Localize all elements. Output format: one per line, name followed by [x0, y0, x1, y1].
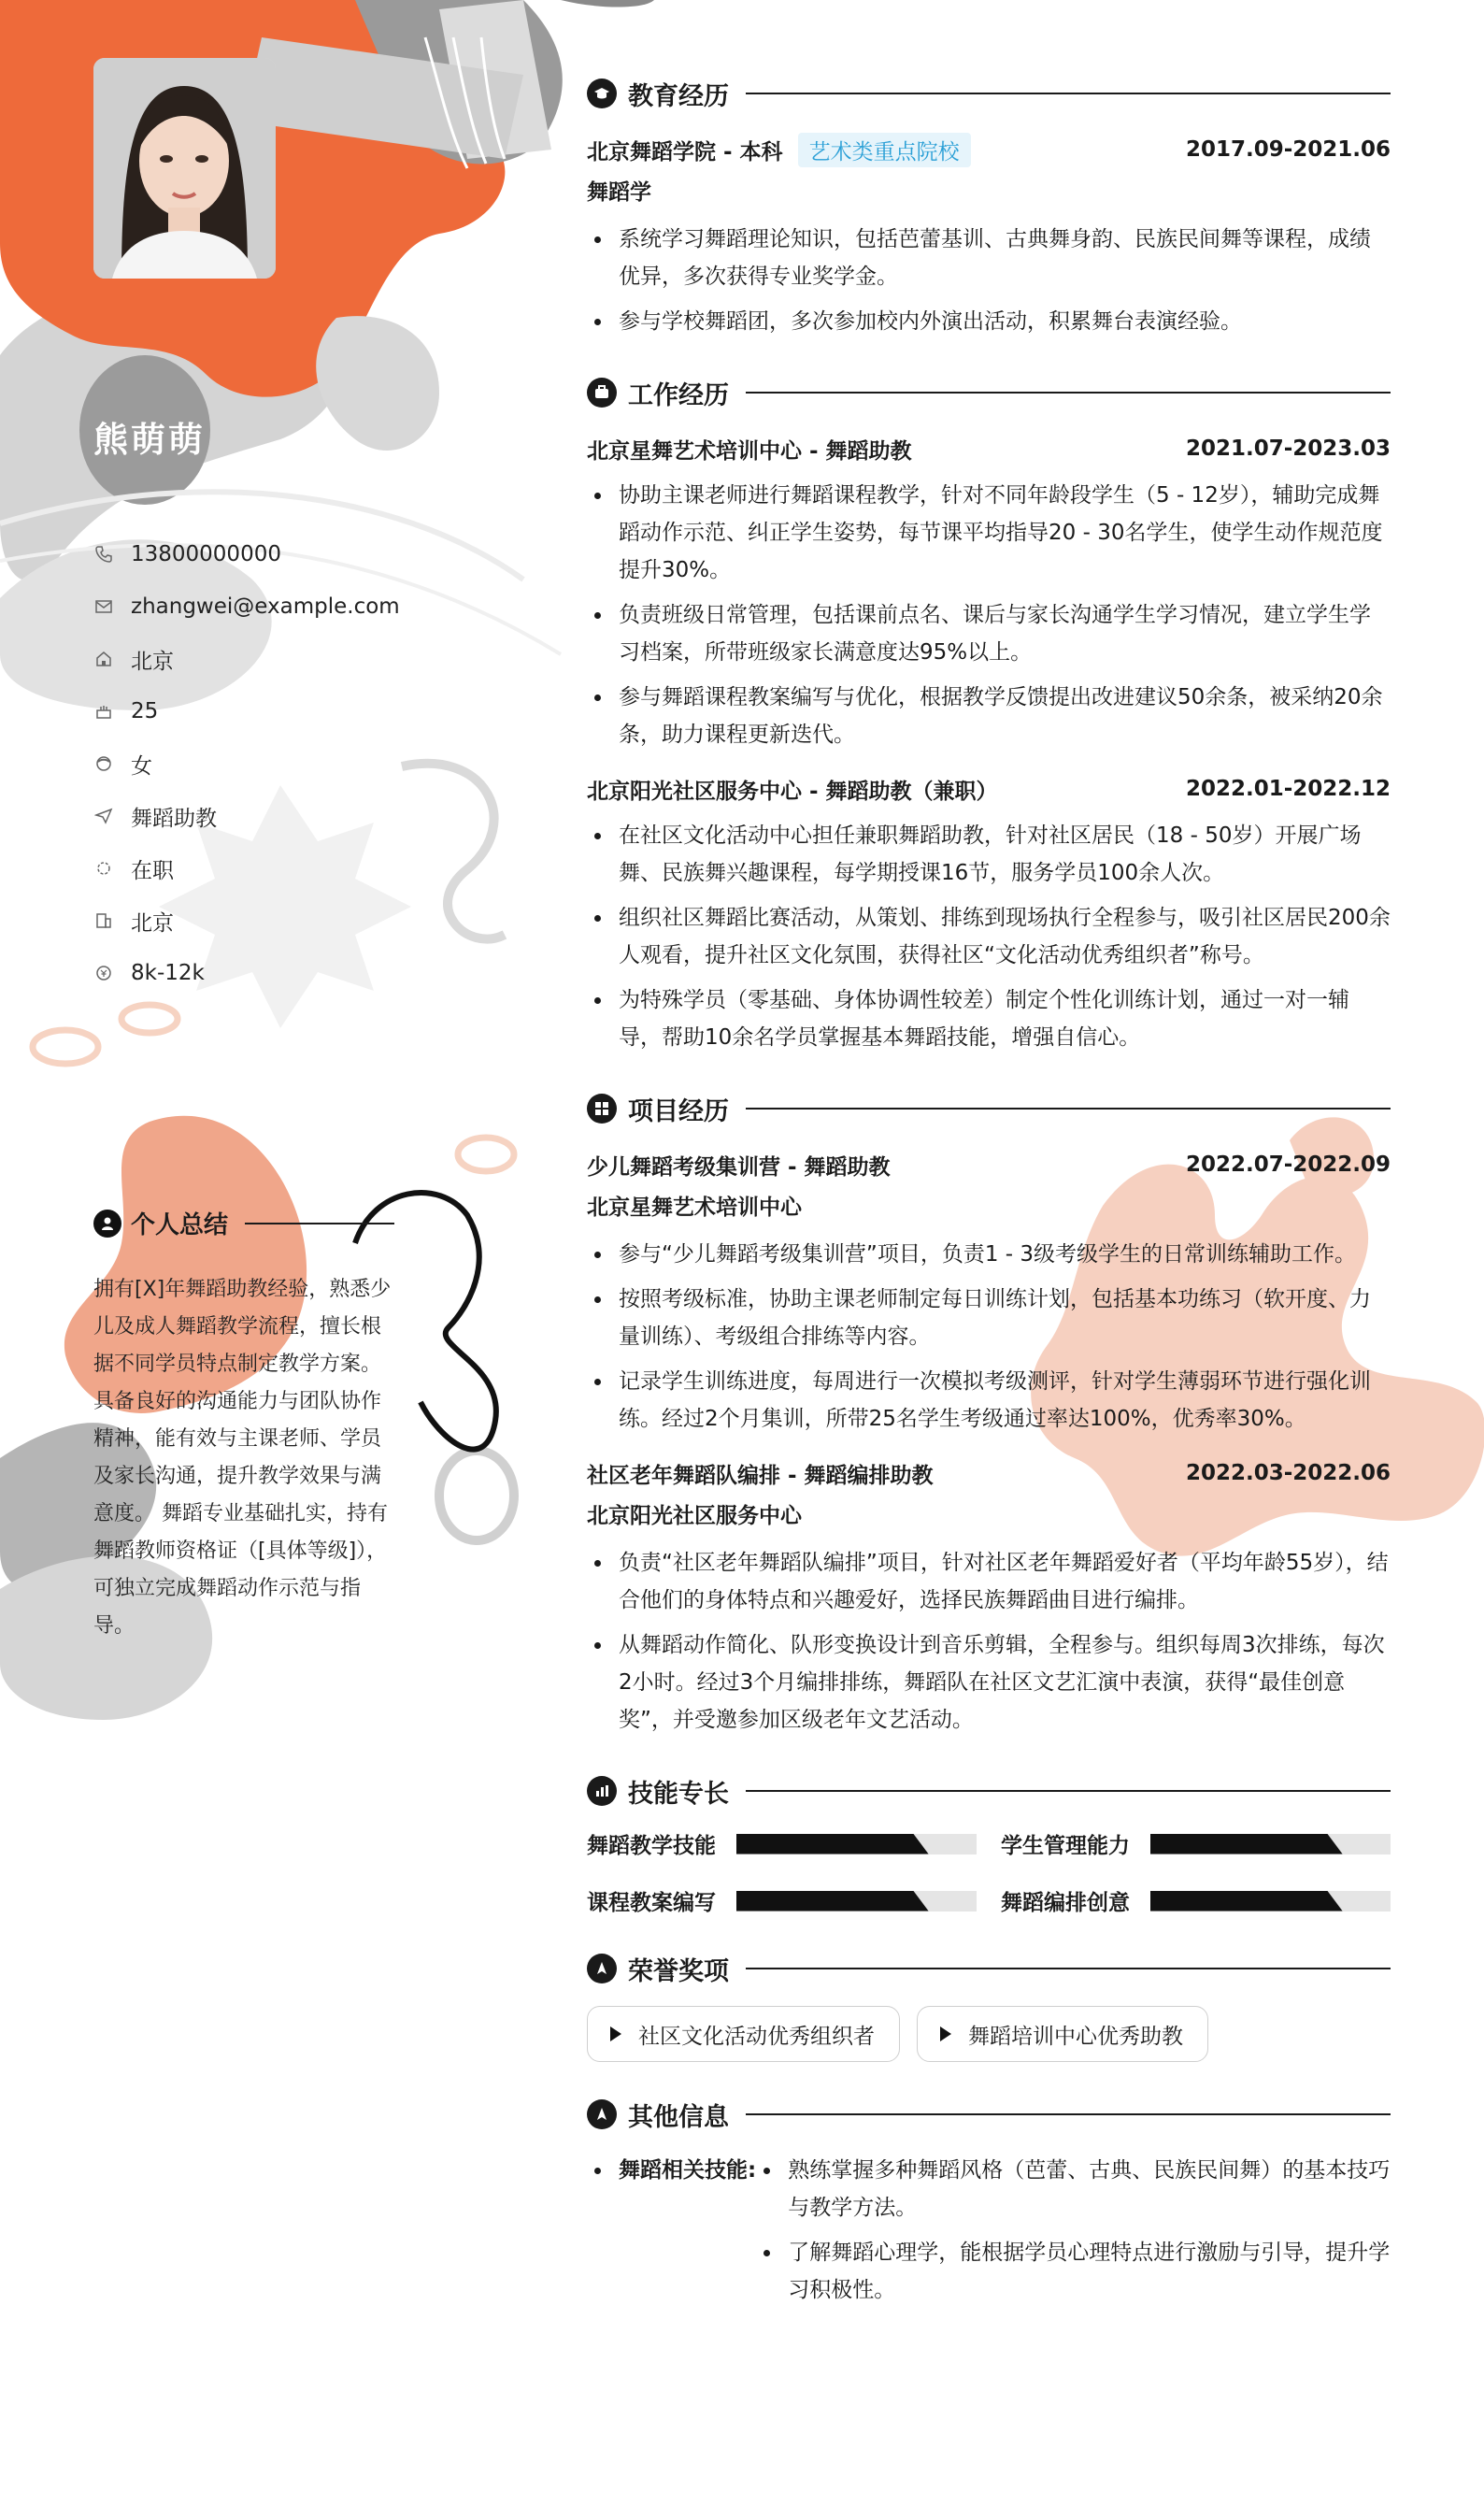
honor-label: 舞蹈培训中心优秀助教 — [968, 2024, 1183, 2049]
job-date: 2021.07-2023.03 — [1185, 437, 1391, 461]
job-row — [587, 770, 1391, 808]
home-icon — [93, 649, 114, 669]
education-row — [587, 131, 1391, 168]
award-icon — [587, 2099, 617, 2129]
salary-text: 8k-12k — [131, 961, 205, 985]
list-item: 记录学生训练进度，每周进行一次模拟考级测评，针对学生薄弱环节进行强化训练。经过2个月集训，所带25名学生考级通过率达100%，优秀率30%。 — [587, 1363, 1391, 1438]
honors-list — [587, 2006, 1391, 2062]
city-text: 北京 — [131, 910, 174, 936]
play-icon — [610, 2026, 621, 2041]
summary-divider — [245, 1223, 394, 1224]
honors-section — [587, 1948, 1391, 2062]
project-org: 北京星舞艺术培训中心 — [587, 1196, 802, 1220]
contact-home — [93, 633, 400, 685]
skill-bar — [1150, 1834, 1391, 1854]
main-content — [587, 73, 1391, 2348]
school-tag: 艺术类重点院校 — [798, 133, 971, 167]
skill-name: 课程教案编写 — [587, 1891, 716, 1915]
status-text: 在职 — [131, 858, 174, 883]
list-item: 参与“少儿舞蹈考级集训营”项目，负责1 - 3级考级学生的日常训练辅助工作。 — [587, 1236, 1391, 1273]
award-icon — [587, 1954, 617, 1983]
section-divider — [746, 1108, 1391, 1110]
list-item: 为特殊学员（零基础、身体协调性较差）制定个性化训练计划，通过一对一辅导，帮助10余名学员掌握基本舞蹈技能，增强自信心。 — [587, 981, 1391, 1056]
section-divider — [746, 2113, 1391, 2115]
contact-city — [93, 895, 400, 947]
skill-fill — [736, 1834, 929, 1854]
honor-chip — [917, 2006, 1208, 2062]
honors-title: 荣誉奖项 — [628, 1956, 729, 1986]
person-icon — [93, 1210, 121, 1238]
projects-heading — [587, 1088, 1391, 1129]
other-row — [587, 2152, 1391, 2316]
gender-text: 女 — [131, 753, 152, 779]
skill-bar — [736, 1834, 977, 1854]
phone-icon — [93, 544, 114, 565]
major: 舞蹈学 — [587, 180, 651, 205]
project-entry — [587, 1146, 1391, 1438]
work-heading — [587, 372, 1391, 413]
other-title: 其他信息 — [628, 2102, 729, 2132]
work-title: 工作经历 — [628, 380, 729, 410]
summary-text: 拥有[X]年舞蹈助教经验，熟悉少儿及成人舞蹈教学流程，擅长根据不同学员特点制定教学方案。 具备良好的沟通能力与团队协作精神，能有效与主课老师、学员及家长沟通，提升教学效果与满意度。 舞蹈专业基础扎实，持有舞蹈教师资格证（[具体等级]），可独立完成舞蹈动作示范与指导。 — [93, 1278, 392, 1638]
list-item: 组织社区舞蹈比赛活动，从策划、排练到现场执行全程参与，吸引社区居民200余人观看，提升社区文化氛围，获得社区“文化活动优秀组织者”称号。 — [587, 899, 1391, 974]
summary-title: 个人总结 — [131, 1211, 229, 1239]
send-icon — [93, 806, 114, 826]
other-bullets — [756, 2152, 1391, 2316]
education-title: 教育经历 — [628, 81, 729, 111]
project-date: 2022.07-2022.09 — [1185, 1153, 1391, 1177]
education-section — [587, 73, 1391, 340]
project-bullets — [587, 1236, 1391, 1438]
summary-heading — [93, 1206, 394, 1240]
skill-name: 学生管理能力 — [1001, 1834, 1130, 1858]
grid-icon — [587, 1094, 617, 1124]
section-divider — [746, 93, 1391, 94]
home-text: 北京 — [131, 649, 174, 674]
projects-title: 项目经历 — [628, 1096, 729, 1126]
gender-icon — [93, 753, 114, 774]
skill-name: 舞蹈编排创意 — [1001, 1891, 1130, 1915]
other-heading — [587, 2094, 1391, 2135]
other-label: 舞蹈相关技能: — [587, 2152, 756, 2316]
education-bullets — [587, 221, 1391, 340]
skills-heading — [587, 1770, 1391, 1811]
list-item: 熟练掌握多种舞蹈风格（芭蕾、古典、民族民间舞）的基本技巧与教学方法。 — [756, 2152, 1391, 2226]
project-bullets — [587, 1544, 1391, 1739]
job-company: 北京阳光社区服务中心 - 舞蹈助教（兼职） — [587, 779, 998, 804]
job-date: 2022.01-2022.12 — [1185, 777, 1391, 801]
honor-chip — [587, 2006, 900, 2062]
project-name: 少儿舞蹈考级集训营 - 舞蹈助教 — [587, 1154, 891, 1180]
work-entry — [587, 770, 1391, 1056]
contact-age — [93, 685, 400, 737]
contact-salary — [93, 947, 400, 999]
salary-icon — [93, 963, 114, 983]
list-item: 参与舞蹈课程教案编写与优化，根据教学反馈提出改进建议50余条，被采纳20余条，助力课程更新迭代。 — [587, 679, 1391, 753]
project-row — [587, 1146, 1391, 1183]
job-company: 北京星舞艺术培训中心 - 舞蹈助教 — [587, 438, 912, 464]
section-divider — [746, 1968, 1391, 1969]
skill-bar — [736, 1891, 977, 1911]
list-item: 负责“社区老年舞蹈队编排”项目，针对社区老年舞蹈爱好者（平均年龄55岁），结合他们的身体特点和兴趣爱好，选择民族舞蹈曲目进行编排。 — [587, 1544, 1391, 1619]
graduation-cap-icon — [587, 79, 617, 108]
skill-item — [587, 1828, 977, 1859]
status-icon — [93, 858, 114, 879]
skills-section — [587, 1770, 1391, 1916]
candidate-name: 熊萌萌 — [93, 420, 206, 460]
skill-item — [1001, 1885, 1391, 1916]
list-item: 参与学校舞蹈团，多次参加校内外演出活动，积累舞台表演经验。 — [587, 303, 1391, 340]
play-icon — [940, 2026, 951, 2041]
list-item: 协助主课老师进行舞蹈课程教学，针对不同年龄段学生（5 - 12岁），辅助完成舞蹈动作示范、纠正学生姿势，每节课平均指导20 - 30名学生，使学生动作规范度提升30%。 — [587, 477, 1391, 589]
list-item: 按照考级标准，协助主课老师制定每日训练计划，包括基本功练习（软开度、力量训练）、考级组合排练等内容。 — [587, 1281, 1391, 1355]
skill-item — [587, 1885, 977, 1916]
email-text: zhangwei@example.com — [131, 594, 400, 619]
section-divider — [746, 1790, 1391, 1792]
contact-email — [93, 580, 400, 633]
list-item: 了解舞蹈心理学，能根据学员心理特点进行激励与引导，提升学习积极性。 — [756, 2234, 1391, 2309]
skill-fill — [1150, 1834, 1343, 1854]
job-bullets — [587, 477, 1391, 753]
skills-grid — [587, 1828, 1391, 1916]
work-entry — [587, 430, 1391, 753]
project-org: 北京阳光社区服务中心 — [587, 1504, 802, 1528]
skill-item — [1001, 1828, 1391, 1859]
honor-label: 社区文化活动优秀组织者 — [638, 2024, 875, 2049]
work-section — [587, 372, 1391, 1056]
education-date: 2017.09-2021.06 — [1185, 137, 1391, 162]
contact-list — [93, 528, 400, 999]
cake-icon — [93, 701, 114, 722]
skill-fill — [1150, 1891, 1343, 1911]
job-row — [587, 430, 1391, 467]
mail-icon — [93, 596, 114, 617]
phone-text: 13800000000 — [131, 542, 281, 566]
project-row — [587, 1454, 1391, 1492]
contact-status — [93, 842, 400, 895]
honors-heading — [587, 1948, 1391, 1989]
job-bullets — [587, 817, 1391, 1056]
school-name: 北京舞蹈学院 - 本科 — [587, 139, 783, 165]
list-item: 负责班级日常管理，包括课前点名、课后与家长沟通学生学习情况，建立学生学习档案，所带班级家长满意度达95%以上。 — [587, 596, 1391, 671]
briefcase-icon — [587, 378, 617, 408]
building-icon — [93, 910, 114, 931]
list-item: 从舞蹈动作简化、队形变换设计到音乐剪辑，全程参与。组织每周3次排练，每次2小时。经过3个月编排排练，舞蹈队在社区文艺汇演中表演，获得“最佳创意奖”，并受邀参加区级老年文艺活动。 — [587, 1626, 1391, 1739]
skill-name: 舞蹈教学技能 — [587, 1834, 716, 1858]
contact-gender — [93, 737, 400, 790]
projects-section — [587, 1088, 1391, 1739]
list-item: 在社区文化活动中心担任兼职舞蹈助教，针对社区居民（18 - 50岁）开展广场舞、民族舞兴趣课程，每学期授课16节，服务学员100余人次。 — [587, 817, 1391, 892]
list-item: 系统学习舞蹈理论知识，包括芭蕾基训、古典舞身韵、民族民间舞等课程，成绩优异，多次获得专业奖学金。 — [587, 221, 1391, 295]
skill-bar — [1150, 1891, 1391, 1911]
other-section — [587, 2094, 1391, 2316]
project-name: 社区老年舞蹈队编排 - 舞蹈编排助教 — [587, 1463, 934, 1488]
project-entry — [587, 1454, 1391, 1739]
section-divider — [746, 392, 1391, 394]
contact-position — [93, 790, 400, 842]
avatar-photo — [93, 58, 276, 279]
age-text: 25 — [131, 699, 159, 723]
contact-phone — [93, 528, 400, 580]
bar-chart-icon — [587, 1776, 617, 1806]
education-heading — [587, 73, 1391, 114]
skills-title: 技能专长 — [628, 1779, 729, 1809]
project-date: 2022.03-2022.06 — [1185, 1461, 1391, 1485]
position-text: 舞蹈助教 — [131, 806, 217, 831]
skill-fill — [736, 1891, 929, 1911]
